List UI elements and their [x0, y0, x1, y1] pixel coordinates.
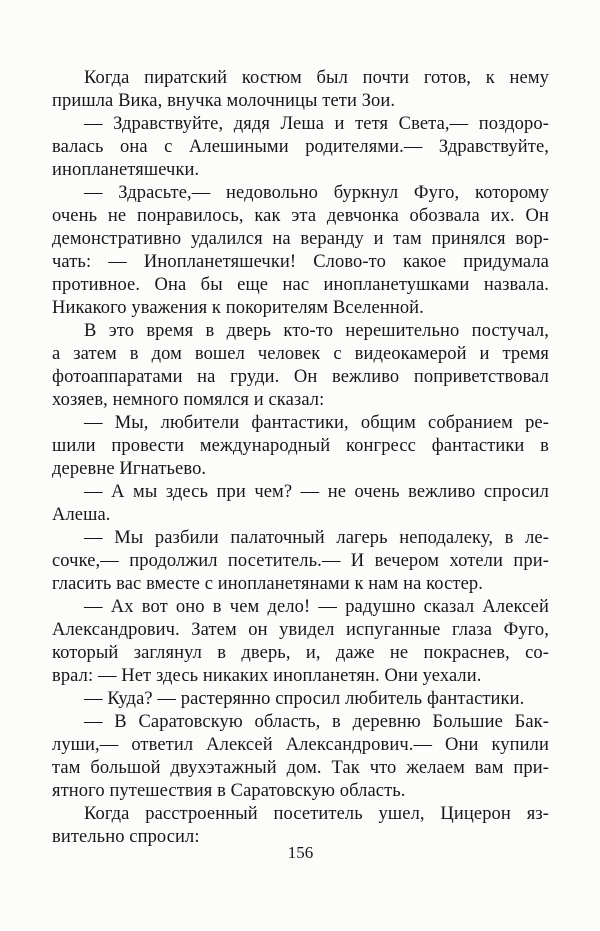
- text-line: — Куда? — растерянно спросил любитель фантастики.: [84, 689, 525, 709]
- text-line: шили провести международный конгресс фантастики в: [52, 436, 549, 456]
- text-line: фотоаппаратами на груди. Он вежливо поприветствовал: [52, 367, 549, 387]
- text-line: там большой двухэтажный дом. Так что желаем вам при-: [52, 758, 549, 778]
- text-line: который заглянул в дверь, и, даже не покраснев, со-: [52, 643, 549, 663]
- text-line: Александрович. Затем он увидел испуганные глаза Фуго,: [52, 620, 549, 640]
- page-number: 156: [287, 843, 314, 862]
- text-line: Когда расстроенный посетитель ушел, Цицерон яз-: [84, 804, 549, 824]
- text-line: врал: — Нет здесь никаких инопланетян. Они уехали.: [52, 666, 482, 686]
- text-block: [52, 67, 549, 849]
- text-line: деревне Игнатьево.: [52, 459, 207, 479]
- text-line: чать: — Инопланетяшечки! Слово-то какое придумала: [52, 252, 549, 272]
- text-line: В это время в дверь кто-то нерешительно постучал,: [84, 321, 549, 341]
- text-line: гласить вас вместе с инопланетянами к нам на костер.: [52, 574, 483, 594]
- text-line: сочке,— продолжил посетитель.— И вечером хотели при-: [52, 551, 549, 571]
- text-line: — Здрасьте,— недовольно буркнул Фуго, которому: [84, 183, 549, 203]
- text-line: — А мы здесь при чем? — не очень вежливо спросил: [84, 482, 549, 502]
- text-line: луши,— ответил Алексей Александрович.— Они купили: [52, 735, 549, 755]
- text-line: — Ах вот оно в чем дело! — радушно сказал Алексей: [84, 597, 549, 617]
- text-line: Алеша.: [52, 505, 111, 525]
- text-line: хозяев, немного помялся и сказал:: [52, 390, 325, 410]
- text-line: — Здравствуйте, дядя Леша и тетя Света,— поздоро-: [84, 114, 549, 134]
- text-line: противное. Она бы еще нас инопланетушками назвала.: [52, 275, 549, 295]
- text-line: а затем в дом вошел человек с видеокамерой и тремя: [52, 344, 549, 364]
- text-line: Никакого уважения к покорителям Вселенной.: [52, 298, 424, 318]
- text-line: очень не понравилось, как эта девчонка обозвала их. Он: [52, 206, 549, 226]
- text-line: демонстративно удалился на веранду и там принялся вор-: [52, 229, 549, 249]
- text-line: ятного путешествия в Саратовскую область.: [52, 781, 406, 801]
- text-line: валась она с Алешиными родителями.— Здравствуйте,: [52, 137, 549, 157]
- text-line: — В Саратовскую область, в деревню Большие Бак-: [84, 712, 549, 732]
- text-line: вительно спросил:: [52, 827, 200, 847]
- text-line: — Мы разбили палаточный лагерь неподалеку, в ле-: [84, 528, 549, 548]
- text-line: инопланетяшечки.: [52, 160, 200, 180]
- text-line: — Мы, любители фантастики, общим собранием ре-: [84, 413, 549, 433]
- text-line: пришла Вика, внучка молочницы тети Зои.: [52, 91, 396, 111]
- text-line: Когда пиратский костюм был почти готов, к нему: [84, 68, 549, 88]
